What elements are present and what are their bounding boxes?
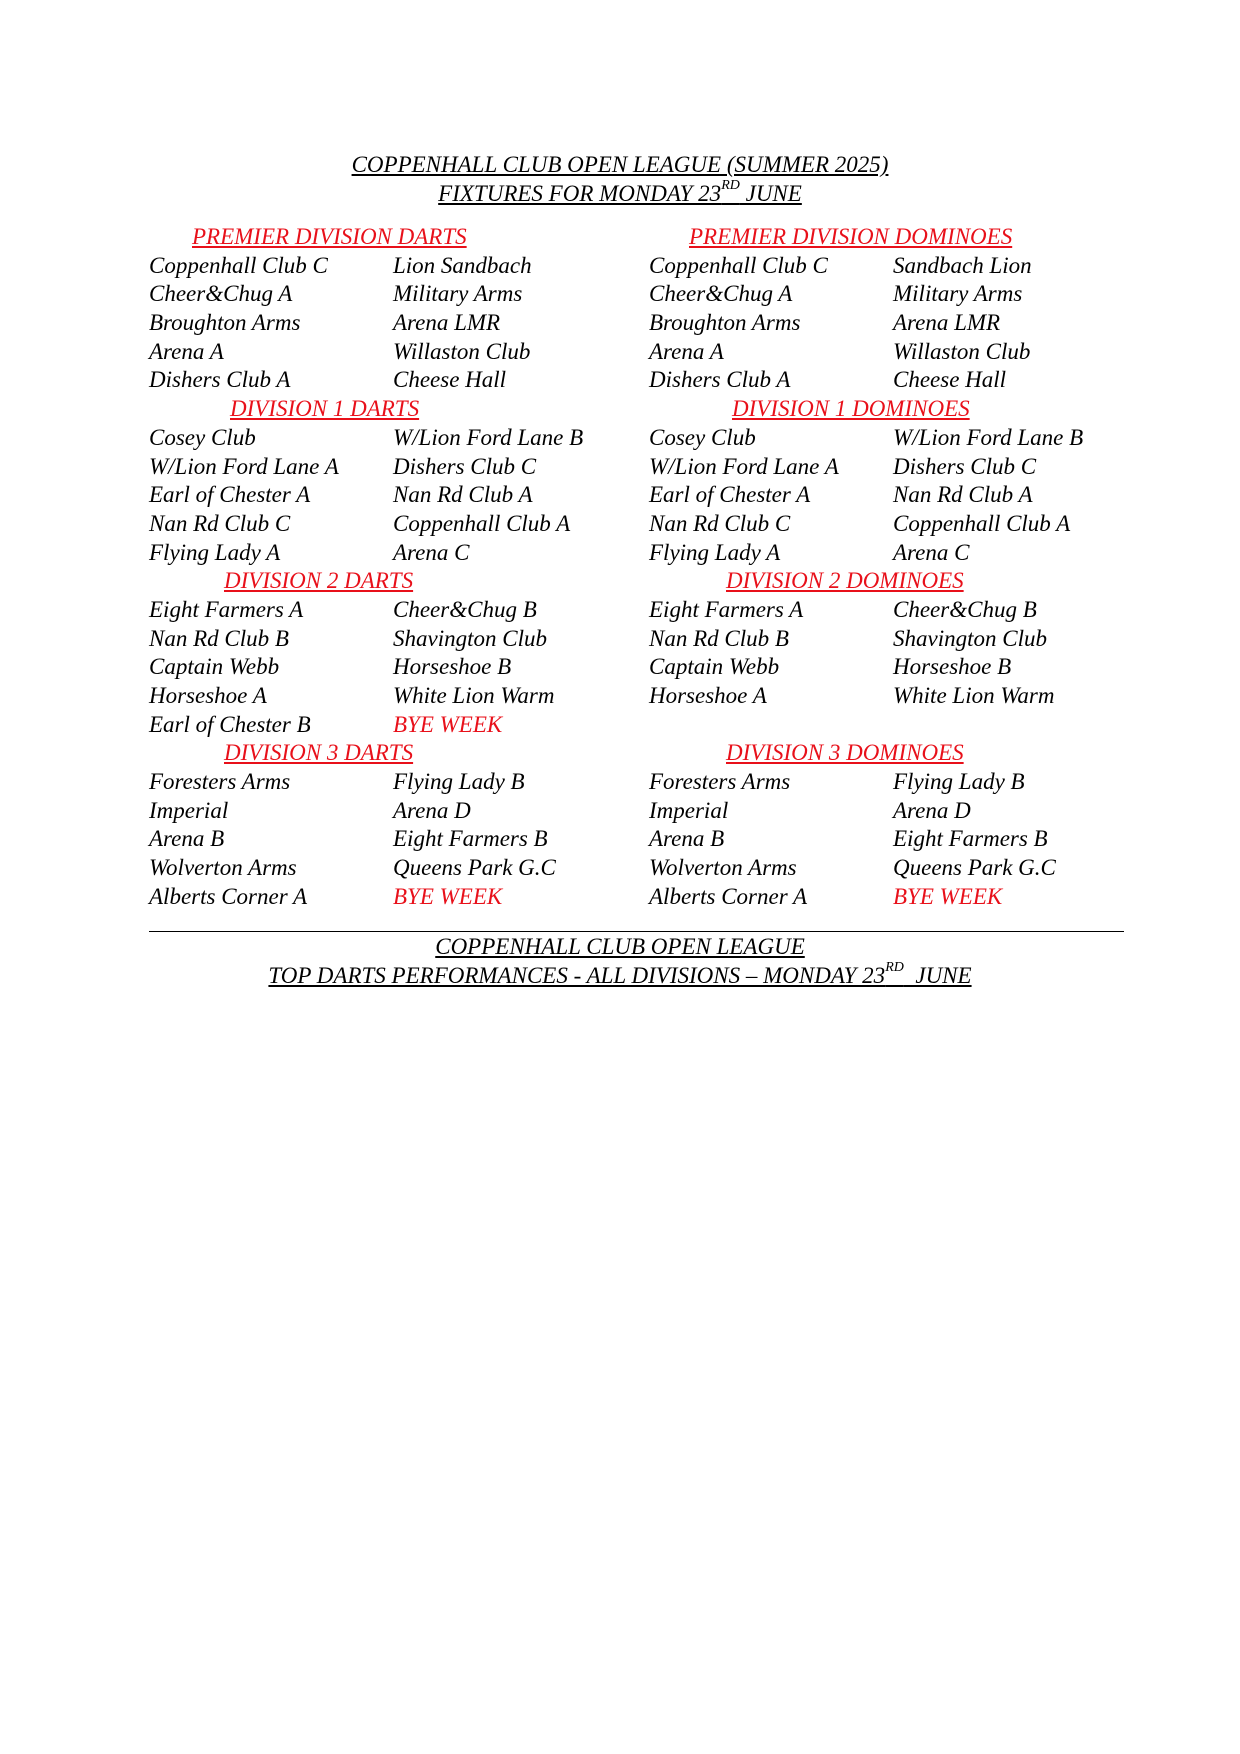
home-team: Arena B — [149, 826, 225, 852]
away-team: Willaston Club — [893, 338, 1031, 364]
fixture-row — [149, 453, 669, 482]
away-team: Coppenhall Club A — [893, 510, 1071, 536]
away-team: Nan Rd Club A — [893, 482, 1033, 508]
fixture-row — [649, 825, 1129, 854]
home-team: Cosey Club — [649, 424, 756, 450]
performances-league-title — [0, 935, 1240, 958]
away-team: Dishers Club C — [893, 453, 1037, 479]
away-team: Dishers Club C — [393, 453, 537, 479]
premier-darts-heading: PREMIER DIVISION DARTS — [192, 224, 467, 249]
fixture-row — [649, 481, 1129, 510]
division-3-darts-heading: DIVISION 3 DARTS — [224, 740, 414, 766]
fixture-row — [149, 596, 669, 625]
fixture-row — [149, 510, 669, 539]
home-team: Broughton Arms — [649, 310, 801, 336]
fixture-row — [649, 453, 1129, 482]
home-team: Foresters Arms — [649, 769, 791, 795]
fixture-row — [149, 539, 669, 568]
away-team: Cheese Hall — [393, 367, 507, 393]
home-team: Imperial — [149, 797, 229, 823]
away-team: Eight Farmers B — [893, 826, 1048, 852]
away-team: White Lion Warm — [393, 683, 555, 708]
home-team: Arena B — [649, 826, 725, 852]
fixture-row — [149, 481, 669, 510]
home-team: Earl of Chester A — [149, 482, 311, 508]
bye-week-label: BYE WEEK — [393, 883, 503, 909]
away-team: Nan Rd Club A — [393, 482, 533, 508]
home-team: Dishers Club A — [149, 367, 291, 393]
fixture-row — [649, 596, 1129, 625]
away-team: Shavington Club — [893, 625, 1047, 651]
home-team: W/Lion Ford Lane A — [649, 453, 839, 479]
fixture-row — [649, 854, 1129, 883]
bye-week-label: BYE WEEK — [893, 883, 1003, 909]
home-team: Arena A — [649, 338, 724, 364]
top-darts-performances-text: TOP DARTS PERFORMANCES - ALL DIVISIONS – MONDAY 23 — [268, 963, 886, 988]
fixture-row — [649, 252, 1129, 281]
fixture-row — [649, 424, 1129, 453]
fixture-row — [149, 682, 669, 711]
home-team: Cheer&Chug A — [149, 281, 293, 307]
fixtures-date-text: FIXTURES FOR MONDAY 23 — [438, 181, 722, 206]
bye-week-label: BYE WEEK — [393, 711, 503, 737]
home-team: Coppenhall Club C — [149, 252, 328, 278]
home-team: Eight Farmers A — [149, 596, 304, 622]
away-team: Coppenhall Club A — [393, 510, 571, 536]
empty-fixture-row — [649, 711, 1129, 740]
fixture-row — [149, 711, 669, 740]
performances-league-title-text: COPPENHALL CLUB OPEN LEAGUE — [435, 934, 805, 959]
fixture-row — [649, 280, 1129, 309]
home-team: Flying Lady A — [649, 539, 781, 565]
fixture-row — [149, 854, 669, 883]
home-team: Wolverton Arms — [649, 855, 797, 881]
away-team: Flying Lady B — [893, 769, 1025, 795]
fixture-row — [149, 883, 669, 912]
fixture-row — [649, 539, 1129, 568]
home-team: Arena A — [149, 338, 224, 364]
fixture-row — [149, 625, 669, 654]
date-ordinal-suffix: RD — [721, 178, 740, 193]
home-team: Broughton Arms — [149, 310, 301, 336]
fixture-row — [149, 797, 669, 826]
home-team: Captain Webb — [649, 654, 780, 680]
fixture-row — [149, 653, 669, 682]
fixtures-month-text: JUNE — [739, 181, 802, 206]
away-team: Arena D — [893, 797, 971, 823]
home-team: Nan Rd Club B — [149, 625, 289, 651]
home-team: Alberts Corner A — [649, 883, 808, 909]
fixture-row — [149, 280, 669, 309]
section-divider — [149, 931, 1124, 932]
away-team: W/Lion Ford Lane B — [393, 424, 584, 450]
away-team: Arena C — [393, 539, 470, 565]
away-team: Arena LMR — [893, 310, 1001, 336]
away-team: Shavington Club — [393, 625, 547, 651]
away-team: White Lion Warm — [893, 683, 1055, 708]
home-team: Imperial — [649, 797, 729, 823]
top-darts-performances-title — [0, 960, 1240, 988]
darts-column — [149, 223, 669, 912]
away-team: Horseshoe B — [893, 654, 1012, 680]
away-team: Arena LMR — [393, 310, 501, 336]
away-team: Cheer&Chug B — [393, 596, 537, 622]
home-team: Coppenhall Club C — [649, 252, 828, 278]
home-team: Wolverton Arms — [149, 855, 297, 881]
fixture-row — [149, 768, 669, 797]
home-team: Horseshoe A — [649, 683, 767, 708]
fixture-row — [149, 309, 669, 338]
fixture-row — [649, 366, 1129, 395]
away-team: W/Lion Ford Lane B — [893, 424, 1084, 450]
fixture-row — [649, 625, 1129, 654]
away-team: Horseshoe B — [393, 654, 512, 680]
away-team: Military Arms — [393, 281, 523, 307]
home-team: Cosey Club — [149, 424, 256, 450]
away-team: Eight Farmers B — [393, 826, 548, 852]
league-title-text: COPPENHALL CLUB OPEN LEAGUE (SUMMER 2025) — [351, 152, 889, 177]
fixture-row — [149, 424, 669, 453]
home-team: Nan Rd Club B — [649, 625, 789, 651]
fixture-row — [649, 768, 1129, 797]
fixtures-date-title — [0, 178, 1240, 206]
fixture-row — [649, 653, 1129, 682]
division-1-darts-heading: DIVISION 1 DARTS — [230, 396, 420, 422]
home-team: Captain Webb — [149, 654, 280, 680]
date-ordinal-suffix: RD — [885, 960, 904, 975]
home-team: Foresters Arms — [149, 769, 291, 795]
home-team: Nan Rd Club C — [149, 510, 291, 536]
home-team: Dishers Club A — [649, 367, 791, 393]
fixture-row — [649, 510, 1129, 539]
premier-dominoes-heading: PREMIER DIVISION DOMINOES — [689, 224, 1013, 249]
home-team: Eight Farmers A — [649, 596, 804, 622]
home-team: Horseshoe A — [149, 683, 267, 708]
division-2-dominoes-heading: DIVISION 2 DOMINOES — [726, 568, 964, 594]
away-team: Sandbach Lion — [893, 252, 1032, 278]
fixture-row — [149, 366, 669, 395]
home-team: Flying Lady A — [149, 539, 281, 565]
home-team: Alberts Corner A — [149, 883, 308, 909]
fixture-row — [649, 309, 1129, 338]
fixture-row — [649, 682, 1129, 711]
fixture-row — [649, 883, 1129, 912]
league-title — [0, 153, 1240, 176]
division-3-dominoes-heading: DIVISION 3 DOMINOES — [726, 740, 964, 766]
away-team: Willaston Club — [393, 338, 531, 364]
home-team: Earl of Chester B — [149, 711, 311, 737]
away-team: Cheese Hall — [893, 367, 1007, 393]
division-1-dominoes-heading: DIVISION 1 DOMINOES — [732, 396, 970, 422]
fixture-row — [649, 797, 1129, 826]
division-2-darts-heading: DIVISION 2 DARTS — [224, 568, 414, 594]
home-team: Cheer&Chug A — [649, 281, 793, 307]
away-team: Arena D — [393, 797, 471, 823]
away-team: Lion Sandbach — [393, 252, 532, 278]
fixture-row — [149, 825, 669, 854]
fixture-row — [649, 338, 1129, 367]
away-team: Arena C — [893, 539, 970, 565]
home-team: W/Lion Ford Lane A — [149, 453, 339, 479]
fixture-row — [149, 338, 669, 367]
performances-month-text: JUNE — [903, 963, 972, 988]
away-team: Military Arms — [893, 281, 1023, 307]
away-team: Flying Lady B — [393, 769, 525, 795]
dominoes-column — [649, 223, 1129, 912]
home-team: Earl of Chester A — [649, 482, 811, 508]
fixture-row — [149, 252, 669, 281]
home-team: Nan Rd Club C — [649, 510, 791, 536]
away-team: Queens Park G.C — [393, 855, 556, 881]
away-team: Queens Park G.C — [893, 855, 1056, 881]
away-team: Cheer&Chug B — [893, 596, 1037, 622]
